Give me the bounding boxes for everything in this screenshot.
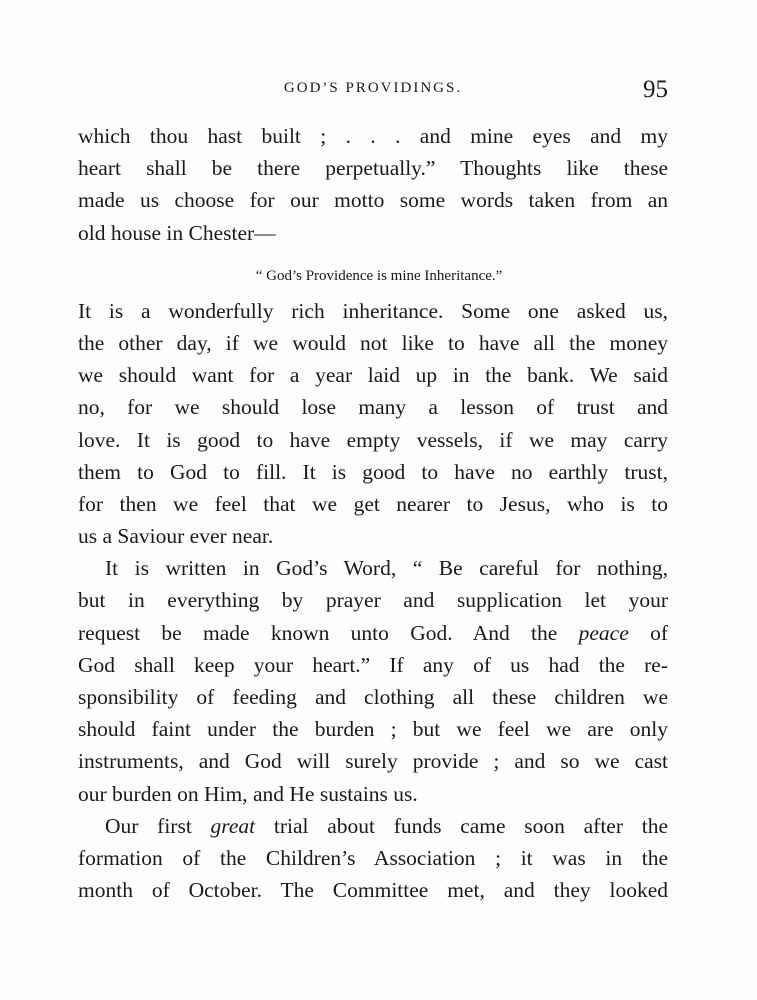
text-run: Our first	[105, 813, 211, 838]
text-line: for then we feel that we get nearer to Jesus, who is to	[78, 491, 668, 516]
motto-quote: “ God’s Providence is mine Inheritance.”	[255, 267, 503, 284]
text-line: It is written in God’s Word, “ Be careful for nothing,	[105, 556, 668, 581]
text-run: of	[628, 620, 668, 645]
text-line: the other day, if we would not like to have all the money	[78, 330, 668, 355]
running-title: GOD’S PROVIDINGS.	[283, 80, 463, 96]
text-line: instruments, and God will surely provide ; and so we cast	[78, 749, 668, 774]
paragraph-2	[78, 295, 668, 553]
text-line: but in everything by prayer and supplication let your	[78, 588, 668, 613]
text-line	[78, 617, 668, 649]
text-line: our burden on Him, and He sustains us.	[78, 781, 418, 806]
text-line: month of October. The Committee met, and they looked	[78, 878, 668, 903]
text-line: no, for we should lose many a lesson of trust and	[78, 395, 668, 420]
emphasis-peace: peace	[578, 620, 629, 645]
text-line: God shall keep your heart.” If any of us had the re-	[78, 652, 668, 677]
text-line: we should want for a year laid up in the bank. We said	[78, 363, 668, 388]
body-text	[78, 120, 668, 906]
emphasis-great: great	[210, 813, 256, 838]
text-run: request be made known unto God. And the	[78, 620, 579, 645]
text-line: heart shall be there perpetually.” Thoughts like these	[78, 156, 668, 181]
text-line: love. It is good to have empty vessels, if we may carry	[78, 427, 668, 452]
paragraph-4	[78, 810, 668, 907]
text-line: us a Saviour ever near.	[78, 524, 274, 549]
text-line: which thou hast built ; . . . and mine eyes and my	[78, 124, 668, 148]
page-number: 95	[643, 76, 668, 103]
text-line: them to God to fill. It is good to have no earthly trust,	[78, 459, 668, 484]
text-line: old house in Chester—	[78, 220, 276, 245]
text-line: It is a wonderfully rich inheritance. Some one asked us,	[78, 298, 668, 323]
text-line: made us choose for our motto some words taken from an	[78, 188, 668, 213]
text-line: sponsibility of feeding and clothing all these children we	[78, 685, 668, 709]
paragraph-1	[78, 120, 668, 249]
paragraph-3	[78, 552, 668, 810]
text-line	[78, 810, 668, 842]
text-run: trial about funds came soon after the	[255, 813, 668, 838]
text-line: formation of the Children’s Association ; it was in the	[78, 845, 668, 870]
text-line: should faint under the burden ; but we feel we are only	[78, 717, 668, 742]
running-head	[78, 76, 668, 106]
